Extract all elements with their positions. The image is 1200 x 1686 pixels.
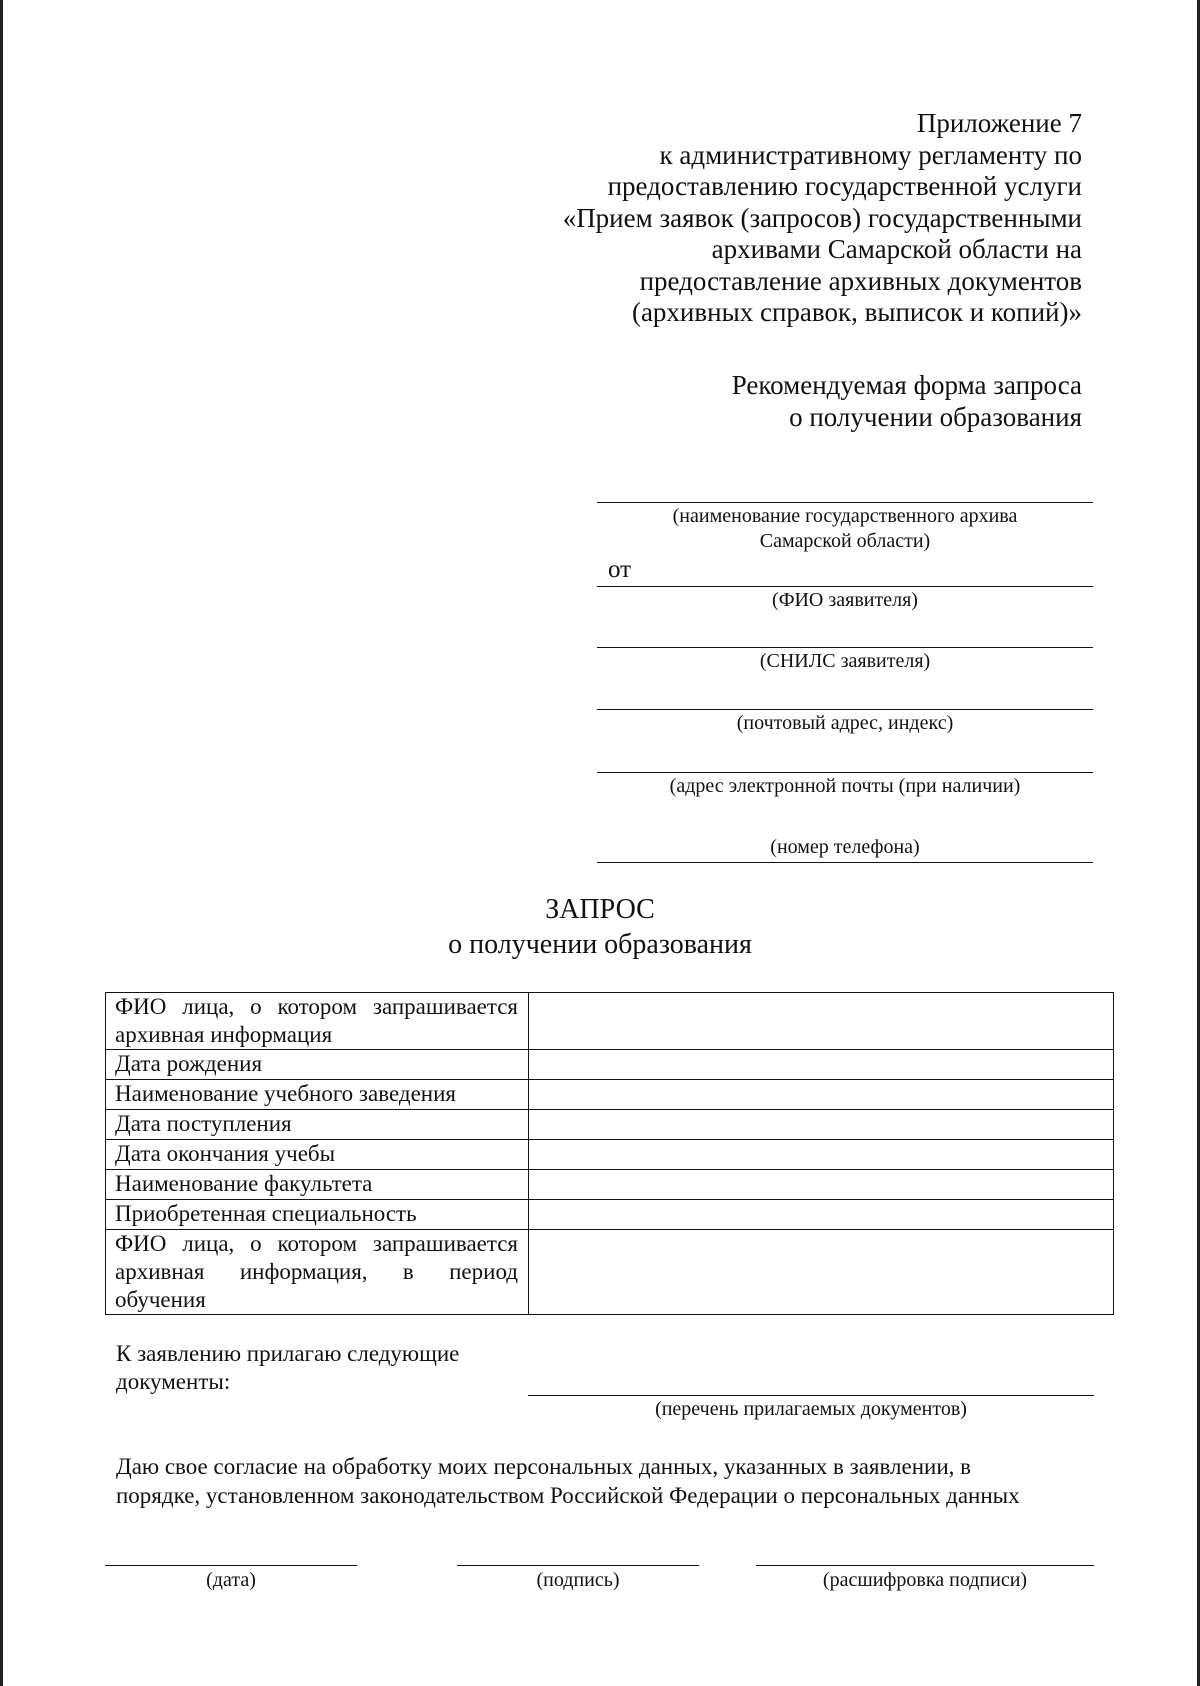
header-line: (архивных справок, выписок и копий)» bbox=[631, 297, 1082, 327]
archive-name-field[interactable] bbox=[597, 502, 1093, 503]
consent-line: порядке, установленном законодательством Российской Федерации о персональных данных bbox=[116, 1483, 1020, 1508]
postal-address-caption: (почтовый адрес, индекс) bbox=[736, 712, 954, 734]
row-label: ФИО лица, о котором запрашивается архивная информация, в период обучения bbox=[106, 1230, 529, 1315]
applicant-name-field[interactable] bbox=[597, 586, 1093, 587]
row-value-field[interactable] bbox=[529, 993, 1114, 1050]
row-value-field[interactable] bbox=[529, 1050, 1114, 1080]
header-line: к административному регламенту по bbox=[659, 139, 1082, 170]
email-caption: (адрес электронной почты (при наличии) bbox=[669, 775, 1021, 797]
date-caption: (дата) bbox=[206, 1569, 256, 1591]
table-row bbox=[106, 1140, 1114, 1170]
consent-line: Даю свое согласие на обработку моих персональных данных, указанных в заявлении, в bbox=[116, 1454, 972, 1479]
scan-edge-left bbox=[0, 0, 3, 1686]
header-line: архивами Самарской области на bbox=[711, 234, 1082, 264]
signature-decoding-field[interactable] bbox=[756, 1565, 1094, 1566]
table-row bbox=[106, 1170, 1114, 1200]
request-title: ЗАПРОС bbox=[545, 894, 655, 925]
attachments-label: К заявлению прилагаю следующие документы: bbox=[116, 1341, 460, 1394]
applicant-name-caption: (ФИО заявителя) bbox=[772, 589, 918, 611]
snils-field[interactable] bbox=[597, 647, 1093, 648]
table-row bbox=[106, 1110, 1114, 1140]
row-value-field[interactable] bbox=[529, 1170, 1114, 1200]
archive-name-caption: (наименование государственного архива Самарской области) bbox=[672, 505, 1018, 552]
snils-caption: (СНИЛС заявителя) bbox=[759, 650, 931, 672]
table-row bbox=[106, 1200, 1114, 1230]
header-line: предоставлению государственной услуги bbox=[607, 171, 1082, 201]
consent-statement bbox=[116, 1452, 1084, 1510]
postal-address-field[interactable] bbox=[597, 709, 1093, 710]
signature-caption: (подпись) bbox=[536, 1569, 620, 1591]
row-label: ФИО лица, о котором запрашивается архивная информация bbox=[106, 993, 529, 1050]
row-label: Наименование учебного заведения bbox=[106, 1080, 529, 1110]
attachments-caption: (перечень прилагаемых документов) bbox=[655, 1398, 967, 1420]
table-row bbox=[106, 993, 1114, 1050]
row-value-field[interactable] bbox=[529, 1110, 1114, 1140]
row-label: Дата поступления bbox=[106, 1110, 529, 1140]
table-row bbox=[106, 1050, 1114, 1080]
signature-decoding-caption: (расшифровка подписи) bbox=[822, 1569, 1028, 1591]
email-field[interactable] bbox=[597, 772, 1093, 773]
table-row bbox=[106, 1080, 1114, 1110]
row-value-field[interactable] bbox=[529, 1080, 1114, 1110]
recommended-line: Рекомендуемая форма запроса bbox=[731, 370, 1082, 400]
row-label: Наименование факультета bbox=[106, 1170, 529, 1200]
request-subtitle: о получении образования bbox=[448, 929, 752, 960]
header-line: предоставление архивных документов bbox=[639, 265, 1082, 296]
header-line: «Прием заявок (запросов) государственными bbox=[562, 202, 1082, 233]
attachments-field[interactable] bbox=[528, 1395, 1094, 1396]
row-label: Дата рождения bbox=[106, 1050, 529, 1080]
from-label: от bbox=[608, 556, 632, 583]
phone-caption: (номер телефона) bbox=[770, 836, 920, 858]
phone-field[interactable] bbox=[597, 862, 1093, 863]
row-label: Приобретенная специальность bbox=[106, 1200, 529, 1230]
table-row bbox=[106, 1230, 1114, 1315]
row-value-field[interactable] bbox=[529, 1200, 1114, 1230]
row-value-field[interactable] bbox=[529, 1230, 1114, 1315]
row-value-field[interactable] bbox=[529, 1140, 1114, 1170]
signature-field[interactable] bbox=[457, 1565, 699, 1566]
recommended-form-note bbox=[462, 370, 1082, 433]
header-line: Приложение 7 bbox=[916, 108, 1082, 138]
row-label: Дата окончания учебы bbox=[106, 1140, 529, 1170]
appendix-header bbox=[462, 108, 1082, 329]
recommended-line: о получении образования bbox=[789, 401, 1082, 432]
request-info-table bbox=[105, 992, 1114, 1315]
date-field[interactable] bbox=[105, 1565, 357, 1566]
